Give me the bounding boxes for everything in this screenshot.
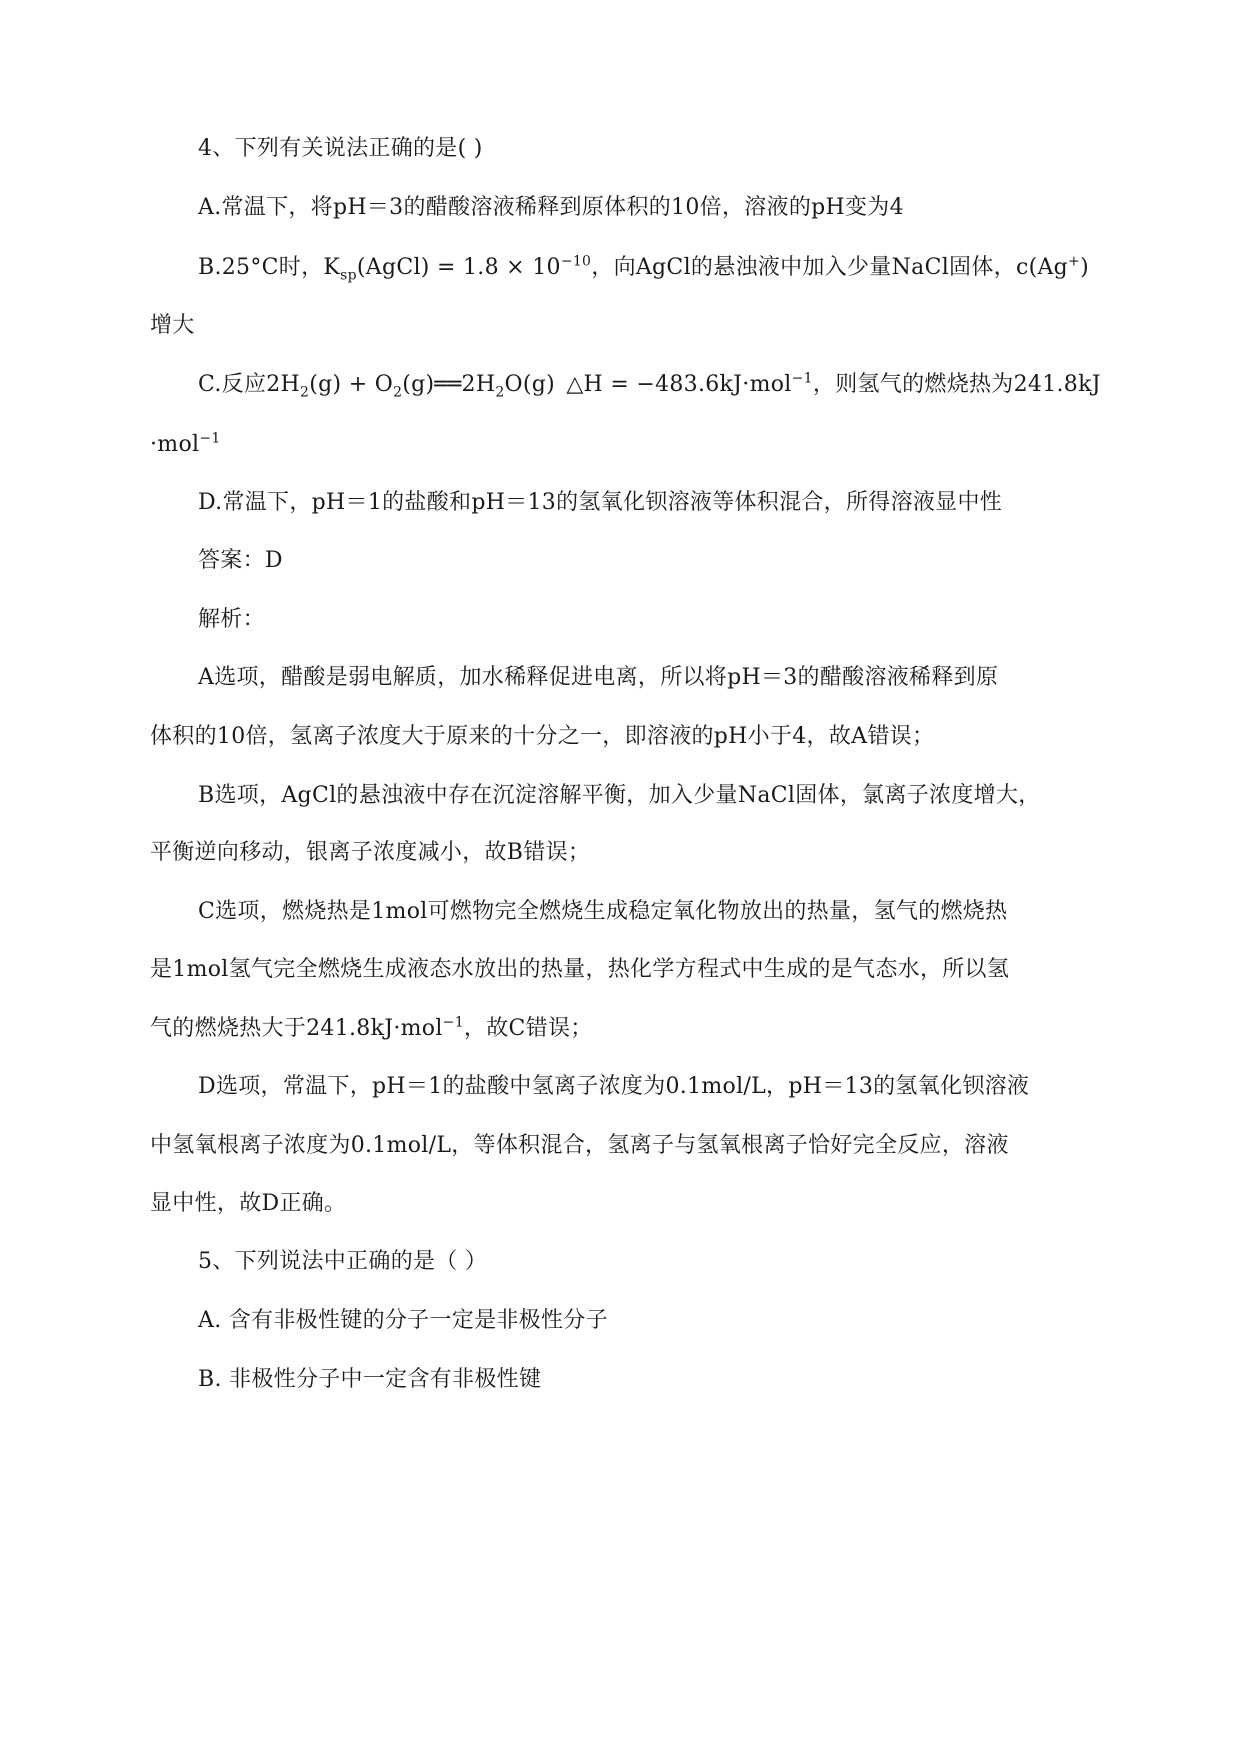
analysis-a-line-2: 体积的10倍，氢离子浓度大于原来的十分之一，即溶液的pH小于4，故A错误； [150,724,935,749]
analysis-c-line-2: 是1mol氢气完全燃烧生成液态水放出的热量，热化学方程式中生成的是气态水，所以氢 [150,957,1010,982]
question-4-analysis-label: 解析： [198,607,265,632]
question-5-option-a: A. 含有非极性键的分子一定是非极性分子 [198,1308,608,1333]
analysis-c-line-1: C选项，燃烧热是1mol可燃物完全燃烧生成稳定氧化物放出的热量，氢气的燃烧热 [198,899,1008,924]
analysis-b-line-2: 平衡逆向移动，银离子浓度减小，故B错误； [150,840,591,865]
question-4-answer: 答案：D [198,548,283,573]
question-4-option-c-continued: ·mol$^{-1}$ [150,430,221,457]
question-4-option-b-continued: 增大 [150,313,195,338]
analysis-d-line-1: D选项，常温下，pH＝1的盐酸中氢离子浓度为0.1mol/L，pH＝13的氢氧化钡溶液 [198,1074,1030,1099]
analysis-c-line-3: 气的燃烧热大于241.8kJ·mol$^{-1}$，故C错误； [150,1014,593,1041]
analysis-d-line-2: 中氢氧根离子浓度为0.1mol/L，等体积混合，氢离子与氢氧根离子恰好完全反应，溶液 [150,1133,1009,1158]
analysis-a-line-1: A选项，醋酸是弱电解质，加水稀释促进电离，所以将pH＝3的醋酸溶液稀释到原 [198,665,999,690]
question-4-option-c: C.反应$2H_2(g)$ + $O_2(g)══2H_2O(g)$ △H = −483.6kJ·mol$^{-1}$，则氢气的燃烧热为241.8kJ [198,370,1101,401]
question-4-option-a: A.常温下，将pH＝3的醋酸溶液稀释到原体积的10倍，溶液的pH变为4 [198,195,904,220]
question-5-title: 5、下列说法中正确的是（ ） [198,1249,488,1274]
analysis-b-line-1: B选项，AgCl的悬浊液中存在沉淀溶解平衡，加入少量NaCl固体，氯离子浓度增大， [198,783,1041,808]
question-4-title: 4、下列有关说法正确的是( ) [198,136,483,161]
question-4-option-b: B.25°C时，$K_{sp}(AgCl) = 1.8 \times 10^{-10}$，向AgCl的悬浊液中加入少量NaCl固体，c(Ag+) [198,253,1089,284]
analysis-d-line-3: 显中性，故D正确。 [150,1191,347,1216]
question-5-option-b: B. 非极性分子中一定含有非极性键 [198,1367,542,1392]
question-4-option-d: D.常温下，pH＝1的盐酸和pH＝13的氢氧化钡溶液等体积混合，所得溶液显中性 [198,490,1003,515]
